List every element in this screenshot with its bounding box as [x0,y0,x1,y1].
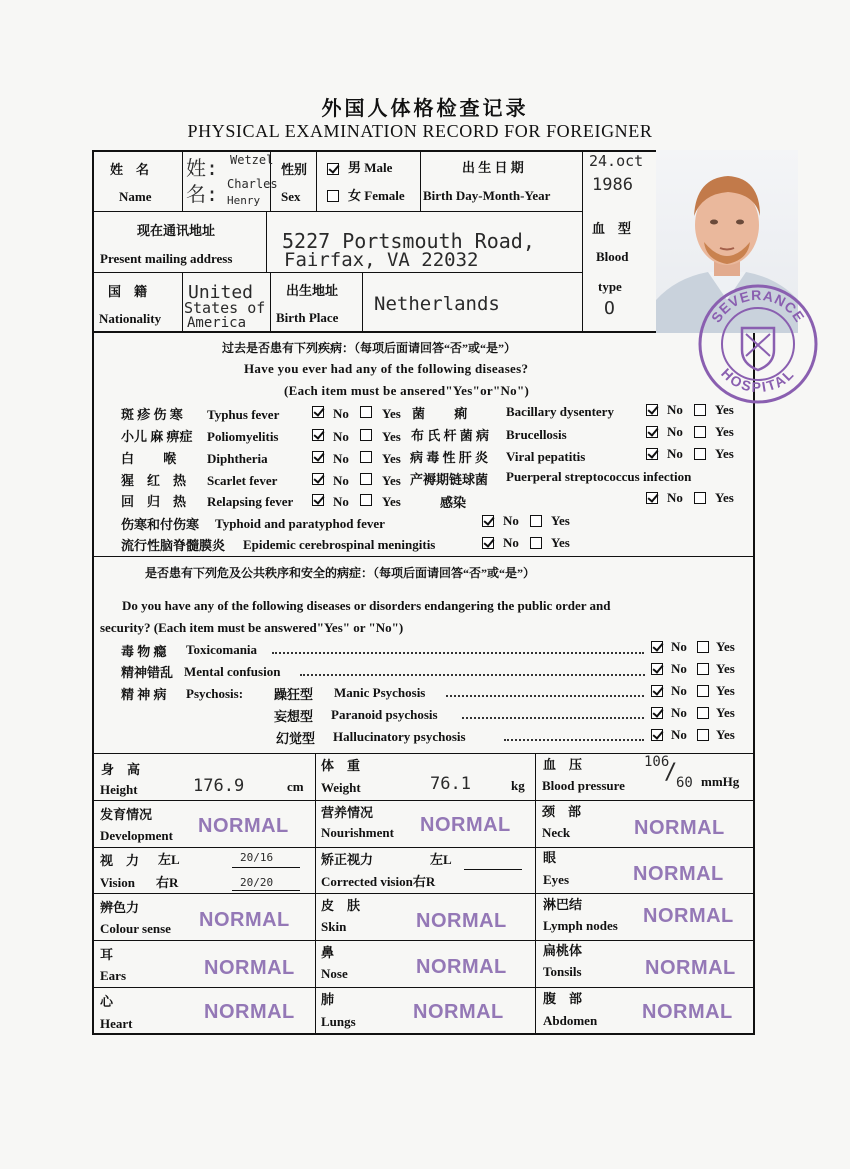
yes-label: Yes [382,451,401,466]
ears-label-cn: 耳 [100,947,114,962]
disease-en: Diphtheria [207,451,268,466]
yes-checkbox[interactable] [697,707,709,719]
no-checkbox[interactable] [646,492,658,504]
yes-label: Yes [716,661,735,676]
history-heading-en-1: Have you ever had any of the following diseases? [244,361,529,376]
disease-cn: 白 喉 [121,451,177,466]
bp-label-en: Blood pressure [542,778,625,793]
disorder-sub-cn: 妄想型 [274,709,314,724]
height-label-cn: 身 高 [101,762,141,777]
disease-cn: 产褥期链球菌 [410,472,489,487]
weight-value: 76.1 [430,774,471,794]
history-heading-cn: 过去是否患有下列疾病：（每项后面请回答“否”或“是”） [222,341,517,355]
blood-label-cn: 血 型 [592,221,632,236]
dob-day-month: 24.oct [589,152,644,170]
disease-cn: 布 氏 杆 菌 病 [411,428,490,443]
eyes-stamp: NORMAL [633,863,724,885]
male-label: 男 Male [348,160,393,175]
disease-cn: 回 归 热 [121,494,187,509]
no-label: No [667,490,683,505]
yes-checkbox[interactable] [694,426,706,438]
height-value: 176.9 [193,776,245,796]
yes-label: Yes [715,490,734,505]
yes-label: Yes [551,535,570,550]
yes-label: Yes [715,424,734,439]
disorder-cn: 精 神 病 [121,687,167,702]
birthplace-value: Netherlands [374,293,500,315]
nationality-value-3: America [187,315,247,331]
colour-stamp: NORMAL [199,909,290,931]
no-checkbox[interactable] [651,729,663,741]
disease-en: Typhus fever [207,407,280,422]
yes-checkbox[interactable] [360,429,372,441]
yes-checkbox[interactable] [694,492,706,504]
disease-cn: 小儿 麻 痹症 [121,429,193,444]
yes-label: Yes [716,705,735,720]
disorder-cn: 毒 物 瘾 [121,644,167,659]
disorder-en: Mental confusion [184,664,281,679]
corrected-left-label: 左L [430,852,452,867]
no-label: No [503,513,519,528]
address-label-en: Present mailing address [100,251,233,266]
no-label: No [333,406,349,421]
bp-unit: mmHg [701,774,740,789]
no-label: No [671,727,687,742]
skin-stamp: NORMAL [416,910,507,932]
disease-cn: 伤寒和付伤寒 [121,517,200,532]
disease-en: Relapsing fever [207,494,294,509]
disorder-cn: 精神错乱 [121,665,174,680]
dob-year: 1986 [592,175,633,195]
disease-en: Typhoid and paratyphod fever [215,516,385,531]
given-prefix: 名: [186,182,219,206]
disease-en: Viral pepatitis [506,449,586,464]
yes-label: Yes [716,727,735,742]
neck-label-cn: 颈 部 [542,804,582,819]
disease-cn: 病 毒 性 肝 炎 [410,450,489,465]
sex-label-cn: 性别 [281,162,308,177]
yes-checkbox[interactable] [697,663,709,675]
development-stamp: NORMAL [198,815,289,837]
yes-checkbox[interactable] [697,685,709,697]
name-label-cn: 姓 名 [110,162,150,177]
yes-checkbox[interactable] [360,473,372,485]
vision-label-en: Vision [100,875,135,890]
no-checkbox[interactable] [482,537,494,549]
surname-prefix: 姓: [186,156,219,180]
vision-left-value: 20/16 [240,851,274,864]
abdomen-label-en: Abdomen [543,1013,598,1028]
yes-label: Yes [715,402,734,417]
lymph-label-en: Lymph nodes [543,918,618,933]
heart-stamp: NORMAL [204,1001,295,1023]
no-label: No [671,683,687,698]
title-en: PHYSICAL EXAMINATION RECORD FOR FOREIGNER [187,121,653,141]
tonsils-label-cn: 扁桃体 [543,943,583,958]
yes-label: Yes [382,406,401,421]
nose-label-cn: 鼻 [321,945,335,960]
no-checkbox[interactable] [651,663,663,675]
address-line-2: Fairfax, VA 22032 [284,249,479,271]
seal-bottom-text: HOSPITAL [718,364,798,396]
public-heading-en-2: security? (Each item must be answered"Yes" or "No") [100,620,404,635]
surname-value: Wetzel [230,153,274,167]
no-checkbox[interactable] [646,426,658,438]
no-label: No [667,424,683,439]
disease-cn: 猩 红 热 [121,473,187,488]
yes-checkbox[interactable] [694,404,706,416]
no-checkbox[interactable] [651,685,663,697]
no-label: No [333,494,349,509]
no-label: No [503,535,519,550]
development-label-en: Development [100,828,173,843]
dob-label-en: Birth Day-Month-Year [423,188,551,203]
corrected-label-cn: 矫正视力 [321,852,374,867]
birthplace-label-en: Birth Place [276,310,339,325]
vision-right-value: 20/20 [240,876,274,889]
disorder-sub-cn: 幻觉型 [276,731,316,746]
blood-type-value: O [604,298,615,319]
nose-label-en: Nose [321,966,348,981]
seal-top-text: SEVERANCE [707,286,809,326]
nationality-label-en: Nationality [99,311,162,326]
yes-checkbox[interactable] [360,451,372,463]
no-label: No [671,639,687,654]
lymph-label-cn: 淋巴结 [543,897,583,912]
no-checkbox[interactable] [312,473,324,485]
no-checkbox[interactable] [312,406,324,418]
yes-checkbox[interactable] [694,448,706,460]
disorder-sub-en: Manic Psychosis [334,685,426,700]
no-checkbox[interactable] [651,641,663,653]
lungs-label-cn: 肺 [321,992,335,1007]
height-unit: cm [287,779,304,794]
no-label: No [667,446,683,461]
disease-en: Puerperal streptococcus infection [506,469,692,484]
bp-label-cn: 血 压 [543,757,583,772]
nationality-value-1: United [188,282,254,303]
tonsils-stamp: NORMAL [645,957,736,979]
public-heading-cn: 是否患有下列危及公共秩序和安全的病症：（每项后面请回答“否”或“是”） [145,566,536,580]
lymph-stamp: NORMAL [643,905,734,927]
blood-label-en-2: type [598,279,622,294]
no-label: No [333,451,349,466]
public-heading-en-1: Do you have any of the following diseases or disorders endangering the public order and [122,598,611,613]
sex-label-en: Sex [281,189,301,204]
no-checkbox[interactable] [482,515,494,527]
weight-unit: kg [511,778,525,793]
disease-cn: 流行性脑脊髓膜炎 [121,538,226,553]
yes-label: Yes [715,446,734,461]
svg-text:SEVERANCE [708,287,808,325]
address-label-cn: 现在通讯地址 [137,223,216,238]
yes-label: Yes [551,513,570,528]
disorder-sub-cn: 躁狂型 [274,687,314,702]
yes-checkbox[interactable] [697,641,709,653]
female-label: 女 Female [348,188,405,203]
lungs-label-en: Lungs [321,1014,356,1029]
yes-checkbox[interactable] [360,406,372,418]
no-label: No [333,429,349,444]
vision-right-label: 右R [156,875,179,890]
disease-en: Epidemic cerebrospinal meningitis [243,537,436,552]
no-label: No [671,705,687,720]
weight-label-cn: 体 重 [321,758,361,773]
name-label-en: Name [119,189,152,204]
eyes-label-en: Eyes [543,872,569,887]
disease-cn-2: 感染 [440,495,467,510]
heart-label-en: Heart [100,1016,133,1031]
history-heading-en-2: (Each item must be ansered"Yes"or"No") [284,383,530,398]
no-checkbox[interactable] [651,707,663,719]
exam-form: 外国人体格检查记录 PHYSICAL EXAMINATION RECORD FOR FOREIGNER 姓 名 Name 姓: 名: Wetzel Charles Henry 性别 Sex 男 Male 女 Female 出 生 日 期 Birth Day-Month-Year 24.oct 1986 现在通讯地址 Present mailing address 5227 Portsmouth Road, Fairfax, VA 22032 血 型 Blood type O 国 籍 Nationality United States of America 出生地址 Birth Place Netherlands SEVERANCE HOSPITAL 过去是否患有下列疾病：（每项后面请回答“否”或“是”） Have you ever had any of the following diseases? (Each item must be ansered"Yes"or"No") 斑 疹 伤 寒 Typhus fever No Yes 小儿 麻 痹症 Poliomyelitis No Yes 白 喉 Diphtheria No Yes 猩 红 热 Scarlet fever No Yes 回 归 热 Relapsing fever No Yes 菌 痢 Bacillary dysentery No Yes 布 氏 杆 菌 病 Brucellosis No Yes 病 毒 性 肝 炎 Viral pepatitis No Yes 产褥期链球菌 Puerperal streptococcus infection 感染 No Yes 伤寒和付伤寒 Typhoid and paratyphod fever No Yes 流行性脑脊髓膜炎 Epidemic cerebrospinal meningitis No Yes 是否患有下列危及公共秩序和安全的病症：（每项后面请回答“否”或“是”） Do you have any of the following diseases or disorders endangering the public order and security? (Each item must be answered"Yes" or "No") 毒 物 瘾 Toxicomania No Yes 精神错乱 Mental confusion No Yes 精 神 病 Psychosis: 躁狂型 Manic Psychosis No Yes 妄想型 Paranoid psychosis No Yes 幻觉型 Hallucinatory psychosis No Yes 身 高 Height 176.9 cm 体 重 Weight 76.1 kg 血 压 Blood pressure 106 / 60 mmHg 发育情况 Development NORMAL 营养情况 Nourishment NORMAL 颈 部 Neck NORMAL 视 力 左L Vision 右R 20/16 20/20 矫正视力 左L Corrected vision右R 眼 Eyes NORMAL 辨色力 Colour sense NORMAL 皮 肤 Skin NORMAL 淋巴结 Lymph nodes NORMAL 耳 Ears NORMAL 鼻 Nose NORMAL 扁桃体 Tonsils NORMAL 心 Heart NORMAL 肺 Lungs NORMAL 腹 部 Abdomen NORMAL [0,0,850,1169]
no-checkbox[interactable] [312,494,324,506]
height-label-en: Height [100,782,138,797]
tonsils-label-en: Tonsils [543,964,582,979]
no-checkbox[interactable] [646,448,658,460]
weight-label-en: Weight [321,780,361,795]
no-label: No [671,661,687,676]
yes-label: Yes [716,639,735,654]
skin-label-en: Skin [321,919,347,934]
dob-label-cn: 出 生 日 期 [462,160,524,175]
no-checkbox[interactable] [312,451,324,463]
disease-en: Bacillary dysentery [506,404,614,419]
abdomen-stamp: NORMAL [642,1001,733,1023]
ears-stamp: NORMAL [204,957,295,979]
corrected-label-en: Corrected vision右R [321,874,436,889]
colour-label-en: Colour sense [100,921,171,936]
lungs-stamp: NORMAL [413,1001,504,1023]
development-label-cn: 发育情况 [100,807,153,822]
birthplace-label-cn: 出生地址 [286,283,339,298]
yes-label: Yes [716,683,735,698]
disease-en: Brucellosis [506,427,567,442]
blood-label-en-1: Blood [596,249,629,264]
disorder-sub-en: Paranoid psychosis [331,707,438,722]
nourishment-label-cn: 营养情况 [321,805,374,820]
no-label: No [333,473,349,488]
disorder-sub-en: Hallucinatory psychosis [333,729,466,744]
vision-left-label: 左L [158,852,180,867]
nourishment-stamp: NORMAL [420,814,511,836]
no-checkbox[interactable] [312,429,324,441]
disorder-en: Psychosis: [186,686,244,701]
nourishment-label-en: Nourishment [321,825,394,840]
no-checkbox[interactable] [646,404,658,416]
disease-cn: 菌 痢 [412,406,468,421]
female-checkbox[interactable] [327,190,339,202]
bp-diastolic: 60 [676,775,693,791]
yes-checkbox[interactable] [530,537,542,549]
yes-label: Yes [382,429,401,444]
male-checkbox[interactable] [327,163,339,175]
yes-label: Yes [382,473,401,488]
yes-checkbox[interactable] [360,494,372,506]
disease-en: Poliomyelitis [207,429,279,444]
disease-en: Scarlet fever [207,473,278,488]
no-label: No [667,402,683,417]
skin-label-cn: 皮 肤 [321,898,361,913]
neck-label-en: Neck [542,825,571,840]
title-cn: 外国人体格检查记录 [321,96,529,120]
bp-systolic: 106 [644,754,670,770]
given-name-2: Henry [227,194,261,207]
abdomen-label-cn: 腹 部 [543,991,583,1006]
given-name-1: Charles [227,177,278,191]
colour-label-cn: 辨色力 [100,900,140,915]
nationality-value-2: States of [184,299,266,317]
disorder-en: Toxicomania [186,642,258,657]
address-line-1: 5227 Portsmouth Road, [282,229,535,253]
eyes-label-cn: 眼 [543,850,557,865]
nose-stamp: NORMAL [416,956,507,978]
heart-label-cn: 心 [100,994,114,1009]
neck-stamp: NORMAL [634,817,725,839]
yes-checkbox[interactable] [697,729,709,741]
yes-checkbox[interactable] [530,515,542,527]
hospital-seal [696,282,820,406]
disease-cn: 斑 疹 伤 寒 [121,407,183,422]
nationality-label-cn: 国 籍 [108,284,148,299]
vision-label-cn: 视 力 [100,853,140,868]
ears-label-en: Ears [100,968,126,983]
yes-label: Yes [382,494,401,509]
